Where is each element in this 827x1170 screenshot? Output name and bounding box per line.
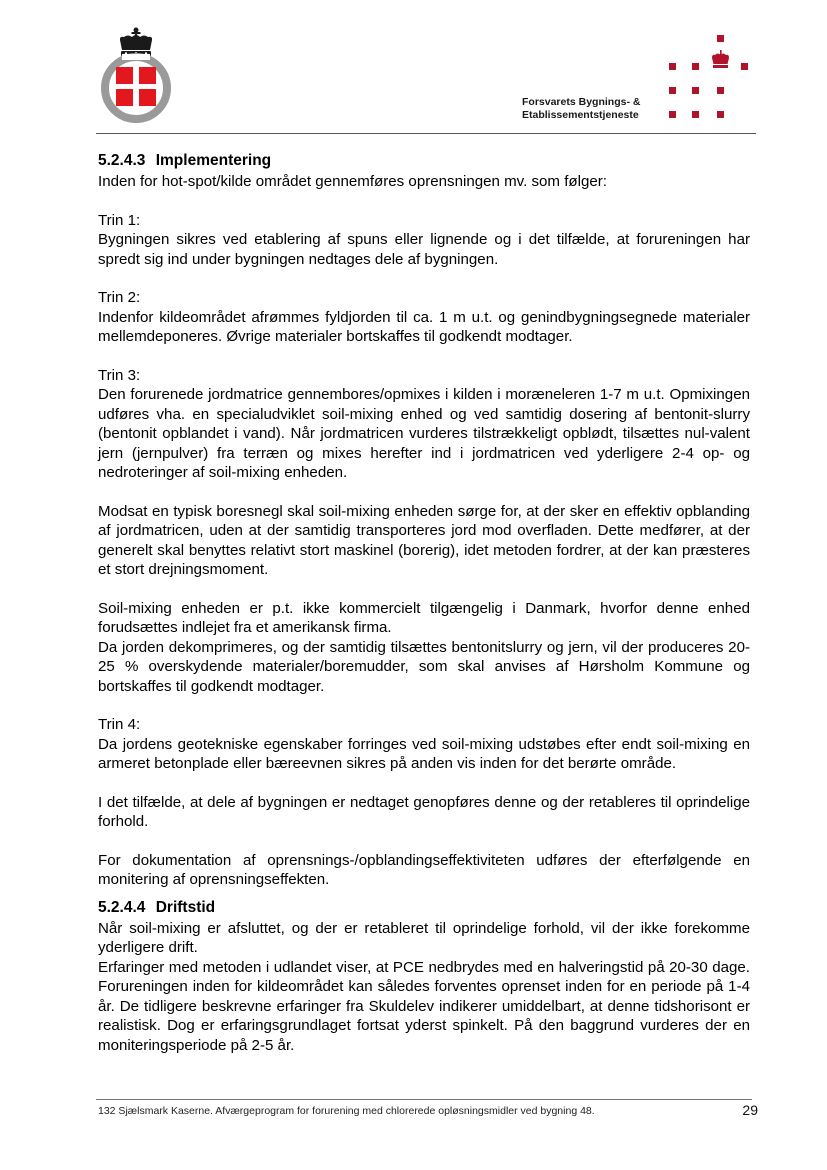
small-crown-icon <box>712 50 729 68</box>
header-divider <box>96 133 756 134</box>
footer-divider <box>96 1099 752 1100</box>
trin4-paragraph: Da jordens geotekniske egenskaber forringes ved soil-mixing udstøbes efter endt soil-mixing en armeret betonplade eller bæreevnen sikres på anden vis inden for det berørte område. <box>98 735 750 772</box>
main-content <box>98 150 750 1055</box>
agency-name-line2: Etablissementstjeneste <box>522 109 639 121</box>
dekomprimeres-paragraph: Da jorden dekomprimeres, og der samtidig tilsættes bentonitslurry og jern, vil der produceres 20-25 % overskydende materialer/boremudder, som skal anvises af Hørsholm Kommune og bortskaffes til godkendt modtager. <box>98 638 750 695</box>
section-title: Driftstid <box>155 898 216 916</box>
dokumentation-paragraph: For dokumentation af oprensnings-/opblandingseffektiviteten udføres der efterfølgende en monitering af oprensningseffekten. <box>98 851 750 888</box>
soil-mixing-paragraph: Soil-mixing enheden er p.t. ikke kommercielt tilgængelig i Danmark, hvorfor denne enhed forudsættes indlejet fra et amerikansk firma. <box>98 599 750 636</box>
driftstid-paragraph-1: Når soil-mixing er afsluttet, og der er retableret til oprindelige forhold, vil der ikke forekomme yderligere drift. <box>98 919 750 956</box>
dannebrog-squares-icon <box>116 67 156 106</box>
agency-name <box>522 96 662 122</box>
trin2-label: Trin 2: <box>98 289 141 306</box>
trin3-label: Trin 3: <box>98 366 141 384</box>
agency-name-line1: Forsvarets Bygnings- & <box>522 96 641 108</box>
section-number: 5.2.4.3 <box>98 152 146 169</box>
trin2-paragraph: Indenfor kildeområdet afrømmes fyldjorden til ca. 1 m u.t. og genindbygningsegnede materialer mellemdeponeres. Øvrige materialer bortskaffes til godkendt modtager. <box>98 308 750 345</box>
driftstid-paragraph-2: Erfaringer med metoden i udlandet viser, at PCE nedbrydes med en halveringstid på 20-30 dage. Forureningen inden for kildeområdet kan således forventes oprenset inden for en periode på 1-4 år. De tidligere beskrevne erfaringer fra Skuldelev indikerer umiddelbart, at denne tidshorisont er realistisk. Dog er erfaringsgrundlaget fortsat yderst spinkelt. På den baggrund vurderes der en moniteringsperiode på 2-5 år. <box>98 958 750 1054</box>
agency-square-grid-logo <box>660 32 760 122</box>
tilfaelde-paragraph: I det tilfælde, at dele af bygningen er nedtaget genopføres denne og der retableres til oprindelige forhold. <box>98 793 750 830</box>
intro-paragraph: Inden for hot-spot/kilde området gennemføres oprensningen mv. som følger: <box>98 173 607 190</box>
boresnegl-paragraph: Modsat en typisk boresnegl skal soil-mixing enheden sørge for, at der sker en effektiv opblanding af jordmatricen, uden at der samtidig transporteres jord mod overfladen. Dette medfører, at der generelt skal benyttes relativt stort maskinel (borerig), idet metoden fordrer, at der kan præsteres et stort drejningsmoment. <box>98 502 750 578</box>
trin3-paragraph: Den forurenede jordmatrice gennembores/opmixes i kilden i moræneleren 1-7 m u.t. Opmixingen udføres vha. en specialudviklet soil-mixing enhed og ved samtidig dosering af bentonit-slurry (bentonit opblandet i vand). Når jordmatricen vurderes tilstrækkeligt opblødt, tilsættes nul-valent jern (jernpulver) fra terræn og mixes herefter ind i jordmatricen ved yderligere 2-4 op- og nedroteringer af soil-mixing enheden. <box>98 386 750 481</box>
section-heading-implementering <box>98 150 750 172</box>
crown-cross-logo <box>96 26 176 124</box>
section-heading-driftstid <box>98 897 750 919</box>
trin1-paragraph: Bygningen sikres ved etablering af spuns eller lignende og i det tilfælde, at forureningen har spredt sig ind under bygningen nedtages dele af bygningen. <box>98 231 750 268</box>
section-title: Implementering <box>155 152 272 169</box>
page-number: 29 <box>742 1102 758 1118</box>
section-number: 5.2.4.4 <box>98 898 146 916</box>
footer-text: 132 Sjælsmark Kaserne. Afværgeprogram for forurening med chlorerede opløsningsmidler ved bygning 48. <box>98 1105 595 1117</box>
crown-icon <box>120 28 152 57</box>
trin4-label: Trin 4: <box>98 716 141 733</box>
trin1-label: Trin 1: <box>98 211 141 229</box>
